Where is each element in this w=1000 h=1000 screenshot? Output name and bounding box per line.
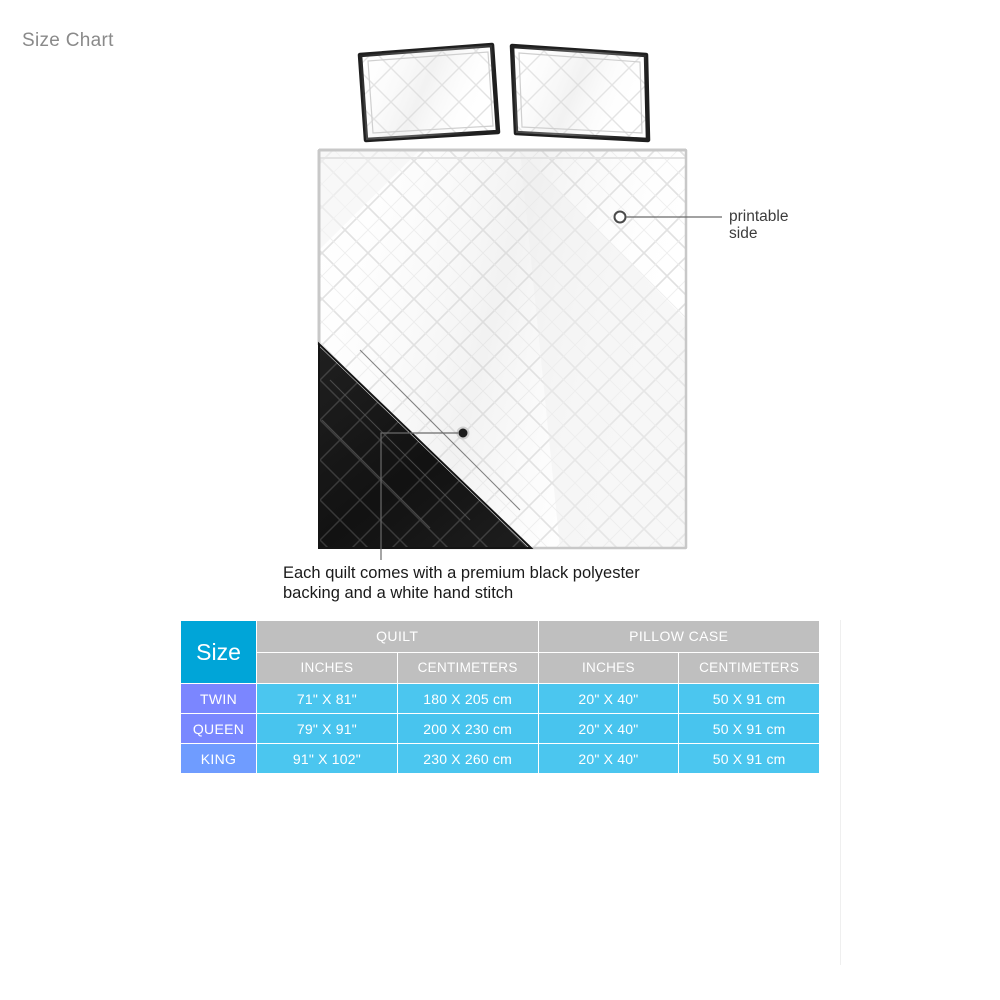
table-header-row-units (181, 652, 820, 684)
group-header-pillow-case: PILLOW CASE (538, 621, 820, 653)
queen-quilt-inches: 79" X 91" (257, 714, 398, 744)
printable-side-label-line2: side (729, 225, 758, 242)
table-row (181, 684, 820, 714)
size-table (180, 620, 820, 774)
king-pillow-inches: 20" X 40" (538, 744, 679, 774)
subheader-pillow-inches: INCHES (538, 652, 679, 684)
subheader-quilt-inches: INCHES (257, 652, 398, 684)
queen-pillow-centimeters: 50 X 91 cm (679, 714, 820, 744)
subheader-pillow-centimeters: CENTIMETERS (679, 652, 820, 684)
twin-pillow-inches: 20" X 40" (538, 684, 679, 714)
twin-quilt-inches: 71" X 81" (257, 684, 398, 714)
backing-caption-line1: Each quilt comes with a premium black polyester (283, 564, 640, 582)
king-quilt-inches: 91" X 102" (257, 744, 398, 774)
printable-side-label-line1: printable (729, 208, 789, 225)
twin-pillow-centimeters: 50 X 91 cm (679, 684, 820, 714)
row-label-twin: TWIN (181, 684, 257, 714)
queen-pillow-inches: 20" X 40" (538, 714, 679, 744)
pillow-left (360, 45, 498, 140)
row-label-king: KING (181, 744, 257, 774)
table-header-row-groups (181, 621, 820, 653)
backing-caption-line2: backing and a white hand stitch (283, 584, 514, 602)
right-divider (840, 620, 841, 965)
king-quilt-centimeters: 230 X 260 cm (397, 744, 538, 774)
printable-side-label (729, 208, 859, 242)
group-header-quilt: QUILT (257, 621, 539, 653)
twin-quilt-centimeters: 180 X 205 cm (397, 684, 538, 714)
pillow-right (512, 46, 648, 140)
backing-caption (283, 563, 753, 603)
subheader-quilt-centimeters: CENTIMETERS (397, 652, 538, 684)
king-pillow-centimeters: 50 X 91 cm (679, 744, 820, 774)
table-row (181, 744, 820, 774)
queen-quilt-centimeters: 200 X 230 cm (397, 714, 538, 744)
size-column-header: Size (181, 621, 257, 684)
page-title: Size Chart (22, 30, 114, 51)
table-row (181, 714, 820, 744)
row-label-queen: QUEEN (181, 714, 257, 744)
